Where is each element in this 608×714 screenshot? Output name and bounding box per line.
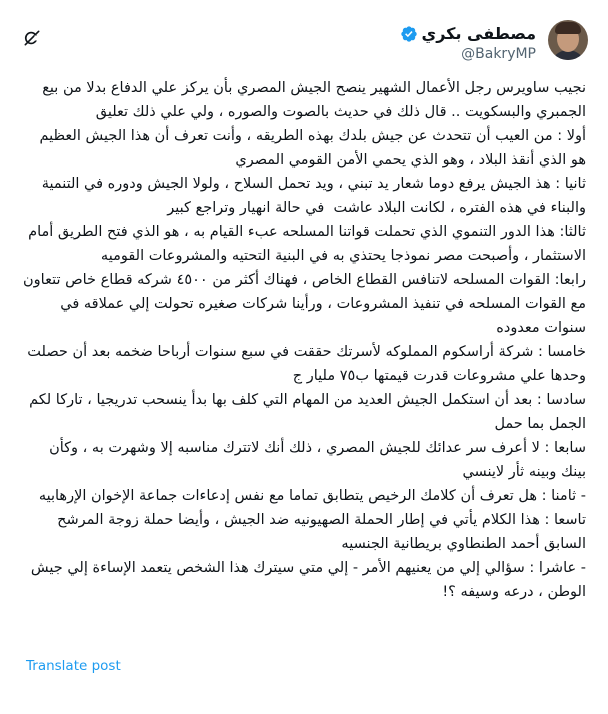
avatar-hair — [555, 22, 581, 34]
tweet-paragraph: خامسا : شركة أراسكوم المملوكه لأسرتك حققت في سبع سنوات أرباحا ضخمه بعد أن حصلت وحدها علي مشروعات قدرت قيمتها ب٧٥ مليار ج — [22, 344, 586, 384]
author-display-name[interactable]: مصطفى بكري — [421, 24, 536, 43]
tweet-paragraph: رابعا: القوات المسلحه لاتنافس القطاع الخاص ، فهناك أكثر من ٤٥٠٠ شركه قطاع خاص تتعاون مع القوات المسلحه في تنفيذ المشروعات ، ورأينا شركات صغيره تحولت إلي عملاقه في سنوات معدوده — [18, 272, 586, 336]
tweet-paragraph: - ثامنا : هل تعرف أن كلامك الرخيص يتطابق تماما مع نفس إدعاءات جماعة الإخوان الإرهابيه — [38, 488, 586, 504]
translate-post-link[interactable]: Translate post — [26, 658, 121, 674]
tweet-text — [20, 76, 586, 604]
tweet-paragraph: سادسا : بعد أن استكمل الجيش العديد من المهام التي كلف بها بدأ ينسحب تدريجيا ، تاركا لكم الجمل بما حمل — [24, 392, 586, 432]
grok-icon[interactable] — [22, 28, 42, 48]
tweet-paragraph: أولا : من العيب أن تتحدث عن جيش بلدك بهذه الطريقه ، وأنت تعرف أن هذا الجيش العظيم هو الذي أنقذ البلاد ، وهو الذي يحمي الأمن القومي المصري — [34, 128, 586, 168]
tweet-paragraph: ثانيا : هذ الجيش يرفع دوما شعار يد تبني ، ويد تحمل السلاح ، ولولا الجيش ودوره في التنمية والبناء في هذه الفتره ، لكانت البلاد عاشت في حالة انهيار وتراجع كبير — [37, 176, 586, 216]
tweet-paragraph: ثالثا: هذا الدور التنموي الذي تحملت قواتنا المسلحه عبء القيام به ، هو الذي فتح الطريق أمام الاستثمار ، وأصبحت مصر نموذجا يحتذي به في البنية التحتيه والمشروعات القوميه — [23, 224, 586, 264]
author-info — [400, 24, 536, 62]
display-name-row — [400, 24, 536, 43]
tweet-paragraph: تاسعا : هذا الكلام يأتي في إطار الحملة الصهيونيه ضد الجيش ، وأيضا حملة زوجة المرشح السابق أحمد الطنطاوي بريطانية الجنسيه — [52, 512, 586, 552]
tweet-paragraph: - عاشرا : سؤالي إلي من يعنيهم الأمر - إلي متي سيترك هذا الشخص يتعمد الإساءة إلي جيش الوطن ، درعه وسيفه ؟! — [26, 560, 586, 600]
tweet-paragraph: نجيب ساويرس رجل الأعمال الشهير ينصح الجيش المصري بأن يركز علي الدفاع بدلا من بيع الجمبري والبسكويت .. قال ذلك في حديث بالصوت والصوره ، ولي علي ذلك تعليق — [37, 80, 586, 120]
author-handle[interactable]: @BakryMP — [461, 46, 536, 62]
tweet-header — [0, 0, 608, 80]
tweet-paragraph: سابعا : لا أعرف سر عدائك للجيش المصري ، ذلك أنك لاتترك مناسبه إلا وشهرت به ، وكأن بينك وبينه ثأر لاينسي — [44, 440, 586, 480]
verified-badge-icon — [400, 25, 418, 43]
avatar[interactable] — [548, 20, 588, 60]
